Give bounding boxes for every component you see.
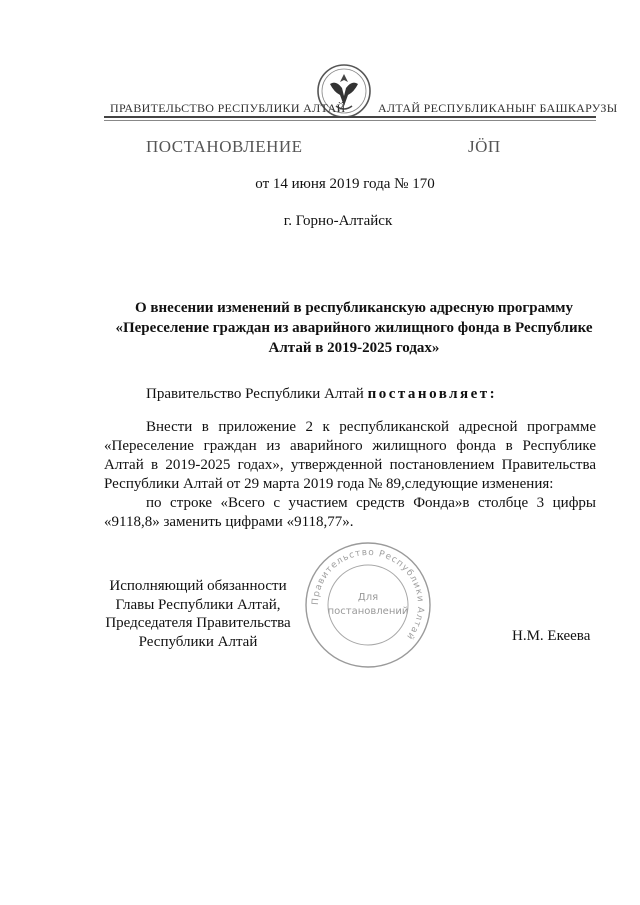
- government-intro: [146, 386, 497, 403]
- stamp-ring-text: Правительство Республики Алтай: [310, 547, 426, 642]
- document-body: [104, 418, 596, 532]
- header-right-text: АЛТАЙ РЕСПУБЛИКАНЫҤ БАШКАРУЗЫ: [378, 101, 618, 115]
- header-left-text: ПРАВИТЕЛЬСТВО РЕСПУБЛИКИ АЛТАЙ: [110, 101, 346, 115]
- signatory-name: Н.М. Екеева: [512, 628, 591, 644]
- decree-verb: постановляет:: [367, 386, 498, 402]
- official-stamp: [298, 540, 438, 670]
- stamp-center-line-1: Для: [357, 592, 379, 603]
- doc-type-russian: ПОСТАНОВЛЕНИЕ: [146, 137, 303, 156]
- body-paragraph-1: Внести в приложение 2 к республиканской адресной программе «Переселение граждан из аварийного жилищного фонда в Республике Алтай в 2019-2025 годах», утвержденной постановлением Правительства Республики Алтай от 29 марта 2019 года № 89,следующие изменения:: [104, 419, 596, 492]
- doc-type-altai: ЈÖП: [468, 137, 501, 156]
- document-title: О внесении изменений в республиканскую адресную программу «Переселение граждан из аварийного жилищного фонда в Республике Алтай в 2019-2025 годах»: [115, 300, 593, 356]
- body-paragraph-2: по строке «Всего с участием средств Фонда»в столбце 3 цифры «9118,8» заменить цифрами «9118,77».: [104, 495, 596, 530]
- header-divider: [104, 116, 596, 118]
- signatory-line-3: Председателя Правительства: [105, 615, 291, 631]
- signatory-position: [100, 577, 296, 651]
- signatory-line-1: Исполняющий обязанности: [109, 578, 287, 594]
- stamp-center-line-2: постановлений: [327, 606, 409, 617]
- signatory-line-2: Главы Республики Алтай,: [115, 596, 281, 613]
- signatory-line-4: Республики Алтай: [138, 633, 258, 650]
- government-name: Правительство Республики Алтай: [146, 386, 364, 402]
- header-divider-thin: [104, 120, 596, 121]
- document-date: от 14 июня 2019 года № 170: [255, 176, 435, 192]
- document-city: г. Горно-Алтайск: [283, 213, 393, 229]
